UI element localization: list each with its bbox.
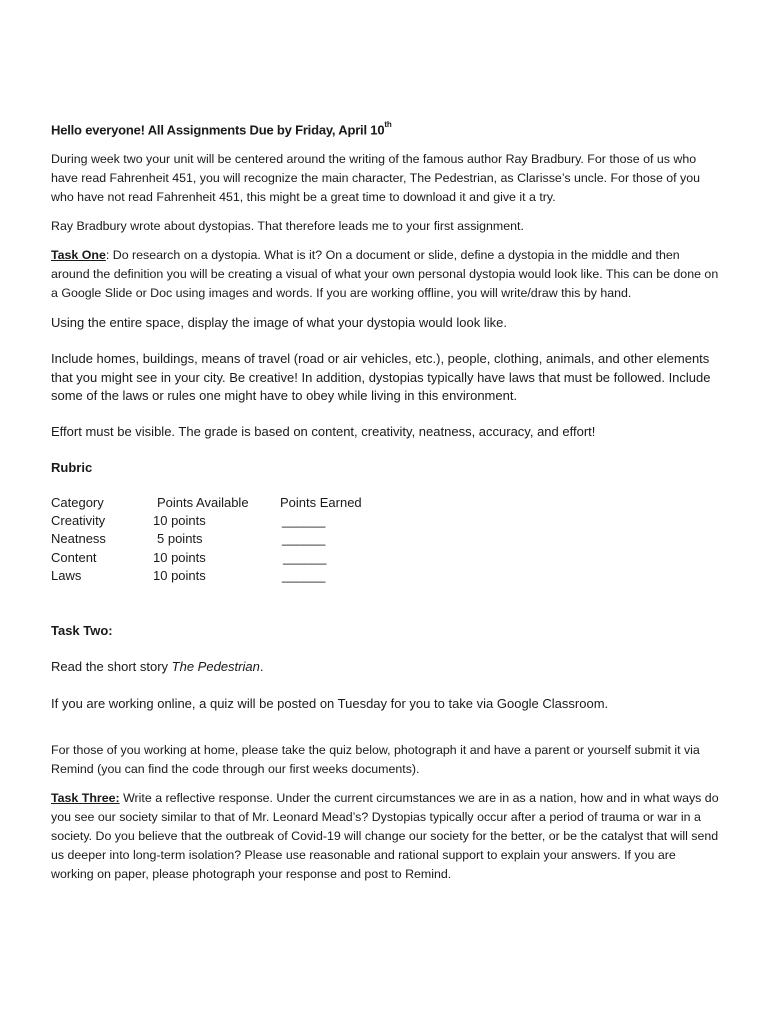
task-two-label: Task Two:: [51, 623, 113, 638]
rubric-category: Laws: [51, 567, 82, 583]
entire-space-paragraph: Using the entire space, display the image of what your dystopia would look like.: [51, 315, 507, 330]
rubric-category: Creativity: [51, 513, 106, 529]
task-two-home-paragraph: For those of you working at home, please take the quiz below, photograph it and have a parent or yourself submit it via Remind (you can find the code through our first weeks documents).: [51, 743, 700, 776]
rubric-points: 10 points: [153, 549, 206, 565]
task-two-online-paragraph: If you are working online, a quiz will be posted on Tuesday for you to take via Google Classroom.: [51, 696, 609, 711]
rubric-points: 10 points: [153, 513, 206, 529]
rubric-header-category: Category: [51, 495, 104, 510]
rubric-header-points-available: Points Available: [157, 495, 249, 510]
task-one-text: : Do research on a dystopia. What is it? On a document or slide, define a dystopia in the middle and then around the definition you will be creating a visual of what your own personal dystopia would look like. This can be done on a Google Slide or Doc using images and words. If you are working offline, you will write/draw this by hand.: [51, 248, 719, 300]
task-three-paragraph: [51, 789, 721, 884]
rubric-earned-blank: ______: [282, 567, 326, 583]
include-paragraph: Include homes, buildings, means of travel (road or air vehicles, etc.), people, clothing, animals, and other elements that you might see in your city. Be creative! In addition, dystopias typically have laws that must be followed. Include some of the laws or rules one might have to obey while living in this environment.: [51, 351, 711, 403]
rubric-title: Rubric: [51, 460, 93, 475]
task-one-label: Task One: [51, 248, 106, 262]
task-two-read-suffix: .: [259, 659, 264, 674]
rubric-row: [51, 568, 403, 586]
rubric-header-points-earned: Points Earned: [280, 495, 362, 510]
rubric-category: Content: [51, 549, 97, 565]
rubric-earned-blank: ______: [282, 513, 326, 529]
effort-paragraph: Effort must be visible. The grade is based on content, creativity, neatness, accuracy, and effort!: [51, 424, 596, 439]
task-three-label: Task Three:: [51, 791, 120, 805]
rubric-points: 10 points: [153, 567, 206, 583]
task-two-read-paragraph: [51, 658, 721, 677]
rubric-header-row: [51, 495, 403, 513]
task-two-read-prefix: Read the short story: [51, 659, 172, 674]
task-three-text: Write a reflective response. Under the current circumstances we are in as a nation, how and in what ways do you see our society similar to that of Mr. Leonard Mead’s? Dystopias typically occur after a period of trauma or war in a society. Do you believe that the outbreak of Covid-19 will change our society for the better, or be the catalyst that will send us deeper into long-term isolation? Please use reasonable and rational support to explain your answers. If you are working on paper, please photograph your response and post to Remind.: [51, 791, 719, 881]
rubric-earned-blank: ______: [283, 549, 327, 565]
rubric-row: [51, 550, 403, 568]
page-heading: [51, 122, 392, 137]
heading-superscript: th: [384, 120, 392, 129]
rubric-category: Neatness: [51, 531, 106, 547]
story-title: The Pedestrian: [171, 659, 260, 674]
task-one-paragraph: [51, 246, 721, 303]
rubric-earned-blank: ______: [282, 531, 326, 547]
rubric-points: 5 points: [157, 531, 203, 547]
dystopia-paragraph: Ray Bradbury wrote about dystopias. That therefore leads me to your first assignment.: [51, 219, 524, 233]
rubric-table: [51, 495, 403, 586]
rubric-row: [51, 531, 403, 549]
rubric-row: [51, 513, 403, 531]
intro-paragraph: During week two your unit will be centered around the writing of the famous author Ray Bradbury. For those of us who have read Fahrenheit 451, you will recognize the main character, The Pedestrian, as Clarisse’s uncle. For those of you who have not read Fahrenheit 451, this might be a great time to download it and give it a try.: [51, 152, 701, 204]
heading-text: Hello everyone! All Assignments Due by Friday, April 10: [51, 122, 385, 138]
